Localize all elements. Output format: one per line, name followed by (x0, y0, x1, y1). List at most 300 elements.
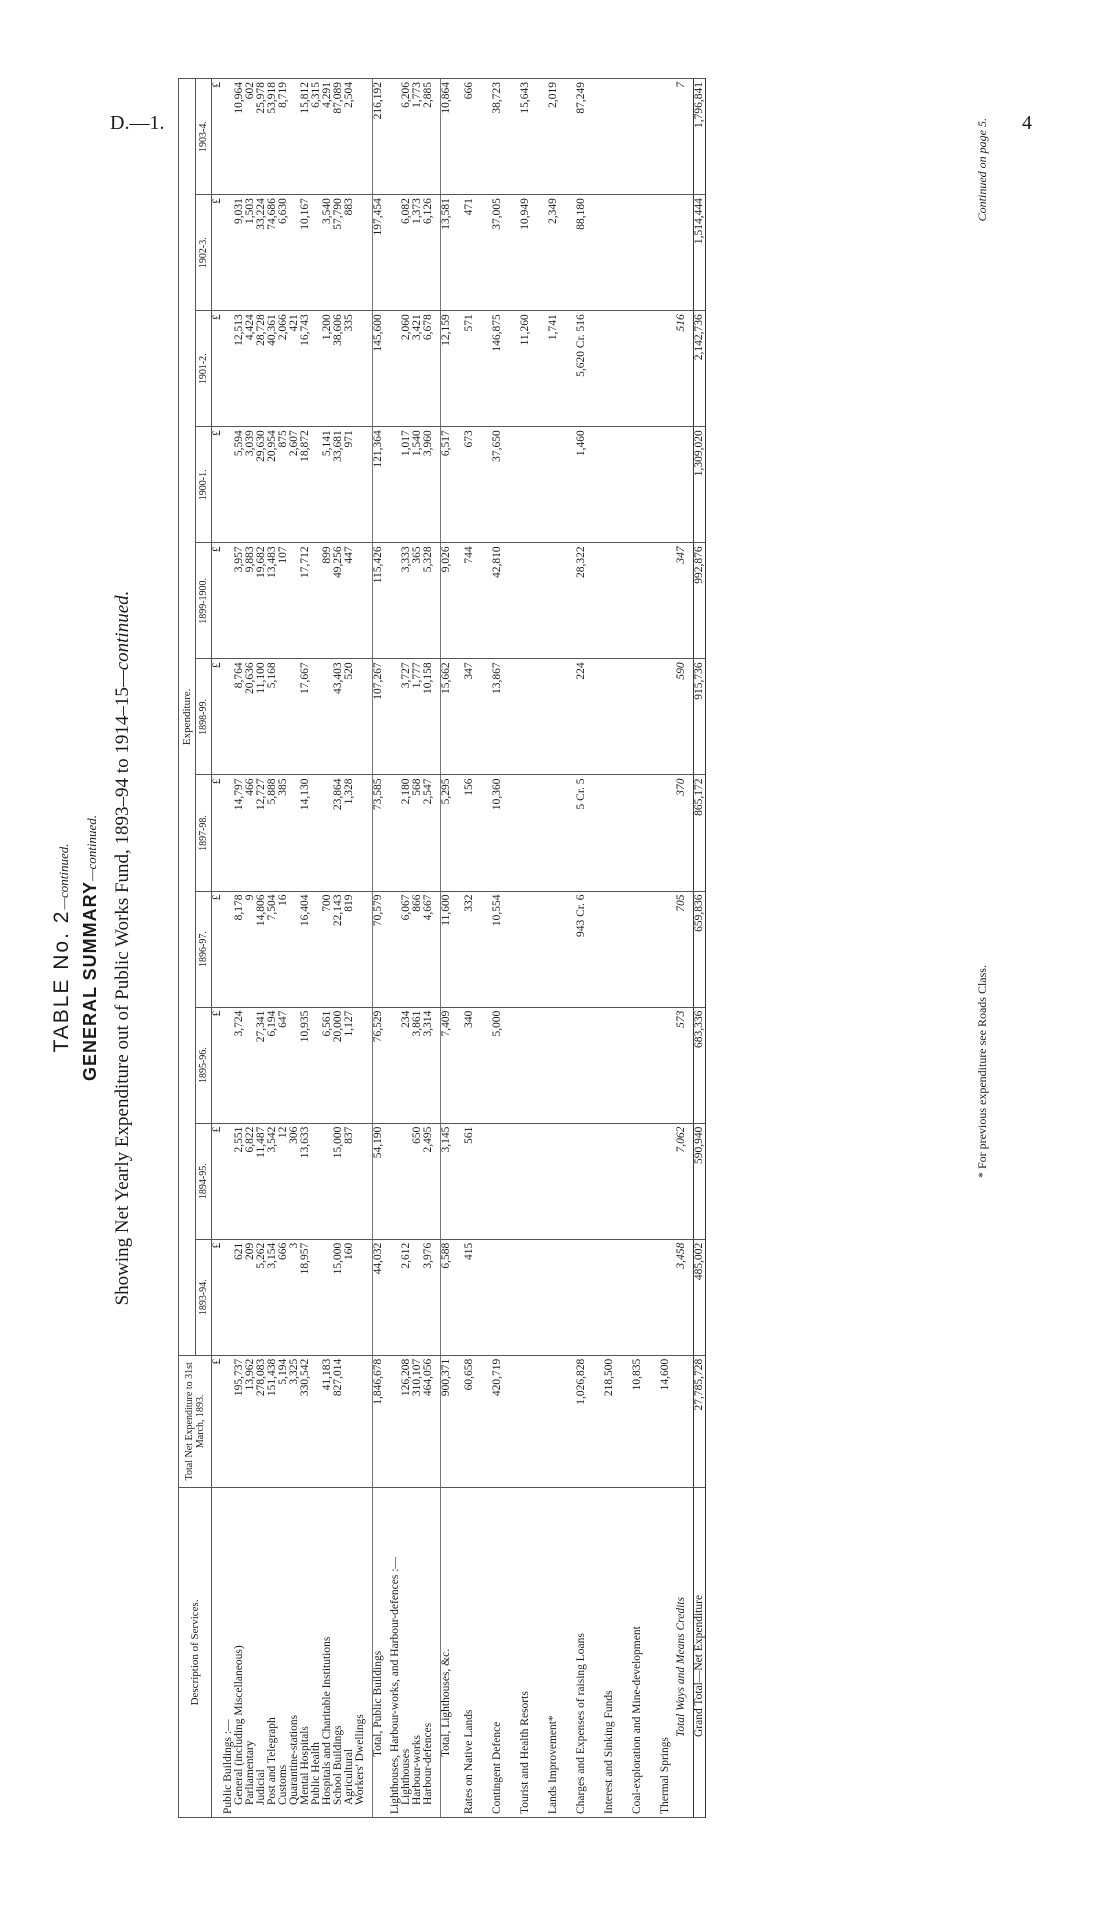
table-cell (676, 1355, 687, 1487)
table-row (598, 79, 620, 1818)
desc-header: Description of Services. (179, 1487, 212, 1817)
table-cell: 340 (458, 1007, 480, 1123)
row-label: Public Health (311, 1487, 322, 1817)
table-cell (626, 427, 648, 543)
table-cell: 6,588 (441, 1239, 453, 1355)
table-cell: 306 (289, 1123, 300, 1239)
table-cell: 370 (676, 775, 687, 891)
table-cell: 447 (344, 543, 355, 659)
row-label: Grand Total—Net Expenditure (694, 1487, 706, 1817)
table-cell (542, 1239, 564, 1355)
table-row (373, 79, 385, 1818)
title-block (50, 78, 178, 1818)
table-cell: 6,822 (245, 1123, 256, 1239)
table-cell: 11,260 (514, 311, 536, 427)
table-cell: 12,159 (441, 311, 453, 427)
table-row (486, 79, 508, 1818)
table-cell: 53,918 (267, 79, 278, 195)
table-cell: 13,962 (245, 1355, 256, 1487)
table-cell: 156 (458, 775, 480, 891)
table-cell (598, 1239, 620, 1355)
table-cell: 1,328 (344, 775, 355, 891)
year-header: 1897-98. (196, 775, 212, 891)
table-cell: 2,019 (542, 79, 564, 195)
expenditure-table (178, 78, 706, 1818)
table-cell: 1,540 (412, 427, 423, 543)
table-cell: 87,249 (570, 79, 592, 195)
table-cell: 18,872 (300, 427, 311, 543)
table-cell: 224 (570, 659, 592, 775)
table-cell: 4,424 (245, 311, 256, 427)
table-cell: 17,712 (300, 543, 311, 659)
table-cell: 3,325 (289, 1355, 300, 1487)
table-cell (311, 1123, 322, 1239)
table-cell (626, 311, 648, 427)
table-cell: 1,796,841 (694, 79, 706, 195)
table-cell (355, 79, 366, 195)
table-cell: 330,542 (300, 1355, 311, 1487)
table-cell: 6,126 (423, 195, 434, 311)
row-label: Judicial (256, 1487, 267, 1817)
table-cell: 16,404 (300, 891, 311, 1007)
table-cell: 6,517 (441, 427, 453, 543)
table-cell: 16,743 (300, 311, 311, 427)
table-cell: 13,633 (300, 1123, 311, 1239)
table-cell (355, 1239, 366, 1355)
row-label: Contingent Defence (486, 1487, 508, 1817)
table-cell: 7,062 (676, 1123, 687, 1239)
table-cell (654, 543, 676, 659)
table-cell: 73,585 (373, 775, 385, 891)
table-cell: 464,056 (423, 1355, 434, 1487)
row-label: Total, Public Buildings (373, 1487, 385, 1817)
table-cell (355, 1123, 366, 1239)
table-cell: 10,554 (486, 891, 508, 1007)
table-cell (654, 79, 676, 195)
row-label: Hospitals and Charitable Institutions (322, 1487, 333, 1817)
table-body (212, 79, 706, 1818)
table-cell (355, 659, 366, 775)
table-cell: 49,256 (333, 543, 344, 659)
table-cell: 15,000 (333, 1123, 344, 1239)
row-label: Thermal Springs (654, 1487, 676, 1817)
table-cell: 11,487 (256, 1123, 267, 1239)
table-cell: 516 (676, 311, 687, 427)
table-cell: 28,728 (256, 311, 267, 427)
table-cell: 5,168 (267, 659, 278, 775)
table-cell: 10,158 (423, 659, 434, 775)
table-cell: 915,736 (694, 659, 706, 775)
table-cell: 76,529 (373, 1007, 385, 1123)
table-cell: 40,361 (267, 311, 278, 427)
table-cell: £ (212, 1123, 224, 1239)
table-cell (654, 891, 676, 1007)
table-cell (486, 1239, 508, 1355)
table-cell (355, 1355, 366, 1487)
table-cell: 10,935 (300, 1007, 311, 1123)
table-cell (355, 427, 366, 543)
table-cell: 2,060 (401, 311, 412, 427)
table-cell: 683,336 (694, 1007, 706, 1123)
year-header: 1893-94. (196, 1239, 212, 1355)
table-cell: 209 (245, 1239, 256, 1355)
table-cell: £ (212, 79, 224, 195)
table-subtitle: Showing Net Yearly Expenditure out of Public Works Fund, 1893–94 to 1914–15—continued. (112, 590, 133, 1306)
row-label: Quarantine-stations (289, 1487, 300, 1817)
table-cell: 5,620 Cr. 516 (570, 311, 592, 427)
row-label: Coal-exploration and Mine-development (626, 1487, 648, 1817)
table-cell (542, 891, 564, 1007)
table-cell (514, 1007, 536, 1123)
table-cell: 13,581 (441, 195, 453, 311)
table-cell (654, 1123, 676, 1239)
table-cell: 1,460 (570, 427, 592, 543)
table-cell: 14,600 (654, 1355, 676, 1487)
table-cell (598, 311, 620, 427)
table-cell: 6,630 (278, 195, 289, 311)
table-cell (654, 195, 676, 311)
table-cell: 420,719 (486, 1355, 508, 1487)
table-cell: 43,403 (333, 659, 344, 775)
table-row (423, 79, 434, 1818)
table-cell: 3,540 (322, 195, 333, 311)
table-cell (654, 1239, 676, 1355)
table-cell: 2,612 (401, 1239, 412, 1355)
table-cell: 8,764 (234, 659, 245, 775)
table-cell (626, 79, 648, 195)
table-cell: 14,130 (300, 775, 311, 891)
table-cell: 234 (401, 1007, 412, 1123)
table-cell (598, 659, 620, 775)
table-cell: 3,957 (234, 543, 245, 659)
table-cell: 60,658 (458, 1355, 480, 1487)
table-cell: 14,797 (234, 775, 245, 891)
row-label: Harbour-works (412, 1487, 423, 1817)
page-ref: D.—1. (110, 112, 165, 134)
table-cell: 42,810 (486, 543, 508, 659)
table-cell: £ (212, 1355, 224, 1487)
table-cell: 666 (278, 1239, 289, 1355)
table-cell: 421 (289, 311, 300, 427)
table-cell: 5,594 (234, 427, 245, 543)
table-cell: 568 (412, 775, 423, 891)
table-cell: £ (212, 659, 224, 775)
table-cell: 278,083 (256, 1355, 267, 1487)
table-cell: 7,504 (267, 891, 278, 1007)
table-cell: 151,438 (267, 1355, 278, 1487)
table-cell: 590,940 (694, 1123, 706, 1239)
table-cell: 310,107 (412, 1355, 423, 1487)
table-cell: 9 (245, 891, 256, 1007)
table-cell: 10,964 (234, 79, 245, 195)
row-label: Interest and Sinking Funds (598, 1487, 620, 1817)
table-cell: 971 (344, 427, 355, 543)
table-cell: 10,949 (514, 195, 536, 311)
table-cell (542, 543, 564, 659)
table-cell: 1,846,678 (373, 1355, 385, 1487)
row-label: Customs (278, 1487, 289, 1817)
table-cell: 866 (412, 891, 423, 1007)
table-cell: 2,551 (234, 1123, 245, 1239)
table-cell: 471 (458, 195, 480, 311)
table-cell (542, 1007, 564, 1123)
table-cell: 1,017 (401, 427, 412, 543)
table-cell (626, 1007, 648, 1123)
table-cell (278, 659, 289, 775)
table-cell (542, 1355, 564, 1487)
table-cell: £ (212, 891, 224, 1007)
table-cell: 3,727 (401, 659, 412, 775)
table-cell: 365 (412, 543, 423, 659)
table-cell: 2,495 (423, 1123, 434, 1239)
table-cell: 2,885 (423, 79, 434, 195)
table-cell: 3,145 (441, 1123, 453, 1239)
table-cell: 33,224 (256, 195, 267, 311)
row-label: Charges and Expenses of raising Loans (570, 1487, 592, 1817)
table-cell: 415 (458, 1239, 480, 1355)
table-cell: 561 (458, 1123, 480, 1239)
table-cell: 5,328 (423, 543, 434, 659)
table-cell: 1,373 (412, 195, 423, 311)
table-cell: 3 (289, 1239, 300, 1355)
year-header: 1900-1. (196, 427, 212, 543)
table-cell: 29,630 (256, 427, 267, 543)
row-label: Lighthouses, Harbour-works, and Harbour-defences :— (390, 1487, 401, 1817)
table-cell (626, 1239, 648, 1355)
table-cell: 1,777 (412, 659, 423, 775)
table-cell: 2,547 (423, 775, 434, 891)
table-cell: 6,194 (267, 1007, 278, 1123)
table-cell: 25,978 (256, 79, 267, 195)
table-cell (626, 543, 648, 659)
table-cell: 2,066 (278, 311, 289, 427)
row-label: Lands Improvement* (542, 1487, 564, 1817)
table-cell (598, 195, 620, 311)
table-cell: 6,067 (401, 891, 412, 1007)
table-cell: 22,143 (333, 891, 344, 1007)
table-cell: 3,861 (412, 1007, 423, 1123)
row-label: Parliamentary (245, 1487, 256, 1817)
year-header: 1902-3. (196, 195, 212, 311)
table-cell: 28,322 (570, 543, 592, 659)
table-cell: 126,208 (401, 1355, 412, 1487)
table-cell (514, 891, 536, 1007)
table-cell: £ (212, 311, 224, 427)
table-cell: 41,183 (322, 1355, 333, 1487)
table-cell (486, 1123, 508, 1239)
table-cell: 8,178 (234, 891, 245, 1007)
table-cell: 33,681 (333, 427, 344, 543)
year-header: 1899-1900. (196, 543, 212, 659)
table-row (441, 79, 453, 1818)
table-cell: 14,806 (256, 891, 267, 1007)
table-row (694, 79, 706, 1818)
table-cell: 3,421 (412, 311, 423, 427)
table-cell (654, 427, 676, 543)
row-label: Harbour-defences (423, 1487, 434, 1817)
table-cell (598, 775, 620, 891)
table-cell: 195,737 (234, 1355, 245, 1487)
table-cell (514, 775, 536, 891)
row-label: Lighthouses (401, 1487, 412, 1817)
table-cell: 865,172 (694, 775, 706, 891)
table-cell: 347 (676, 543, 687, 659)
table-cell: 2,607 (289, 427, 300, 543)
table-cell: 38,606 (333, 311, 344, 427)
table-cell: 15,000 (333, 1239, 344, 1355)
year-header: 1898-99. (196, 659, 212, 775)
row-label: Tourist and Health Resorts (514, 1487, 536, 1817)
table-cell: 9,026 (441, 543, 453, 659)
table-cell: 590 (676, 659, 687, 775)
table-cell (626, 1123, 648, 1239)
table-cell: 819 (344, 891, 355, 1007)
table-cell (355, 891, 366, 1007)
table-cell (598, 543, 620, 659)
table-cell: 8,719 (278, 79, 289, 195)
year-header: 1894-95. (196, 1123, 212, 1239)
row-label: Public Buildings :— (223, 1487, 234, 1817)
table-cell: 115,426 (373, 543, 385, 659)
table-cell: 4,291 (322, 79, 333, 195)
table-cell (311, 659, 322, 775)
table-cell (626, 659, 648, 775)
table-cell: 74,686 (267, 195, 278, 311)
table-cell (626, 775, 648, 891)
table-cell (311, 1239, 322, 1355)
table-cell: 6,206 (401, 79, 412, 195)
table-cell: 54,190 (373, 1123, 385, 1239)
table-row (626, 79, 648, 1818)
table-cell: 15,662 (441, 659, 453, 775)
table-cell: 943 Cr. 6 (570, 891, 592, 1007)
table-cell (598, 1123, 620, 1239)
table-cell: 87,089 (333, 79, 344, 195)
table-cell: 7,409 (441, 1007, 453, 1123)
table-cell: 9,031 (234, 195, 245, 311)
table-cell: 7 (676, 79, 687, 195)
table-cell: 20,954 (267, 427, 278, 543)
table-cell: 216,192 (373, 79, 385, 195)
table-cell: 705 (676, 891, 687, 1007)
table-cell: 9,883 (245, 543, 256, 659)
table-cell (355, 543, 366, 659)
table-cell: 6,315 (311, 79, 322, 195)
table-cell: 146,875 (486, 311, 508, 427)
expenditure-header: Expenditure. (179, 79, 196, 1356)
table-cell: 2,349 (542, 195, 564, 311)
table-cell: 20,636 (245, 659, 256, 775)
table-cell: £ (212, 543, 224, 659)
table-cell: £ (212, 195, 224, 311)
table-cell (514, 1355, 536, 1487)
table-cell: 23,864 (333, 775, 344, 891)
table-cell: £ (212, 775, 224, 891)
table-cell (355, 311, 366, 427)
table-cell: 1,773 (412, 79, 423, 195)
table-cell (570, 1007, 592, 1123)
table-cell: 5,141 (322, 427, 333, 543)
table-cell: 1,026,828 (570, 1355, 592, 1487)
table-cell: 5,262 (256, 1239, 267, 1355)
table-cell: £ (212, 1239, 224, 1355)
unit-row (212, 79, 224, 1818)
row-label: Total Ways and Means Credits (676, 1487, 687, 1817)
table-cell: 107 (278, 543, 289, 659)
table-cell (654, 311, 676, 427)
table-cell (654, 659, 676, 775)
table-cell: 6,082 (401, 195, 412, 311)
table-cell (542, 659, 564, 775)
table-cell (390, 1123, 401, 1239)
table-cell: 6,561 (322, 1007, 333, 1123)
table-cell: 5,000 (486, 1007, 508, 1123)
table-cell: 27,341 (256, 1007, 267, 1123)
table-cell (355, 1007, 366, 1123)
table-cell: 899 (322, 543, 333, 659)
table-row (300, 79, 311, 1818)
table-cell: 650 (412, 1123, 423, 1239)
table-cell: 659,836 (694, 891, 706, 1007)
row-label: Workers' Dwellings (355, 1487, 366, 1817)
table-cell: 38,723 (486, 79, 508, 195)
table-cell: 6,678 (423, 311, 434, 427)
table-cell: 700 (322, 891, 333, 1007)
table-cell: 2,504 (344, 79, 355, 195)
table-cell (676, 195, 687, 311)
table-cell (598, 1007, 620, 1123)
table-cell: 520 (344, 659, 355, 775)
table-cell: 332 (458, 891, 480, 1007)
table-cell: 13,483 (267, 543, 278, 659)
table-cell (514, 1239, 536, 1355)
table-cell: 3,333 (401, 543, 412, 659)
table-cell: 5,194 (278, 1355, 289, 1487)
table-cell: 602 (245, 79, 256, 195)
table-cell (514, 659, 536, 775)
table-row (676, 79, 687, 1818)
table-cell (542, 427, 564, 543)
table-cell (570, 1123, 592, 1239)
table-cell: 347 (458, 659, 480, 775)
table-cell: 27,785,728 (694, 1355, 706, 1487)
table-row (654, 79, 676, 1818)
table-cell (676, 427, 687, 543)
rotated-page-content (50, 78, 1030, 1818)
table-cell: 3,976 (423, 1239, 434, 1355)
table-cell: 1,514,444 (694, 195, 706, 311)
table-title: GENERAL SUMMARY—continued. (80, 814, 100, 1082)
table-cell: 10,835 (626, 1355, 648, 1487)
table-cell: 10,167 (300, 195, 311, 311)
table-cell: 673 (458, 427, 480, 543)
row-label: Post and Telegraph (267, 1487, 278, 1817)
table-cell: 145,600 (373, 311, 385, 427)
table-cell: 900,371 (441, 1355, 453, 1487)
table-row (355, 79, 366, 1818)
table-cell: 121,364 (373, 427, 385, 543)
table-cell: 44,032 (373, 1239, 385, 1355)
table-cell: 12 (278, 1123, 289, 1239)
table-cell: 466 (245, 775, 256, 891)
table-cell: 15,812 (300, 79, 311, 195)
table-cell: 1,127 (344, 1007, 355, 1123)
table-cell: 70,579 (373, 891, 385, 1007)
table-cell: 647 (278, 1007, 289, 1123)
table-number: TABLE No. 2—continued. (50, 843, 73, 1053)
table-cell: 13,867 (486, 659, 508, 775)
row-label: Rates on Native Lands (458, 1487, 480, 1817)
